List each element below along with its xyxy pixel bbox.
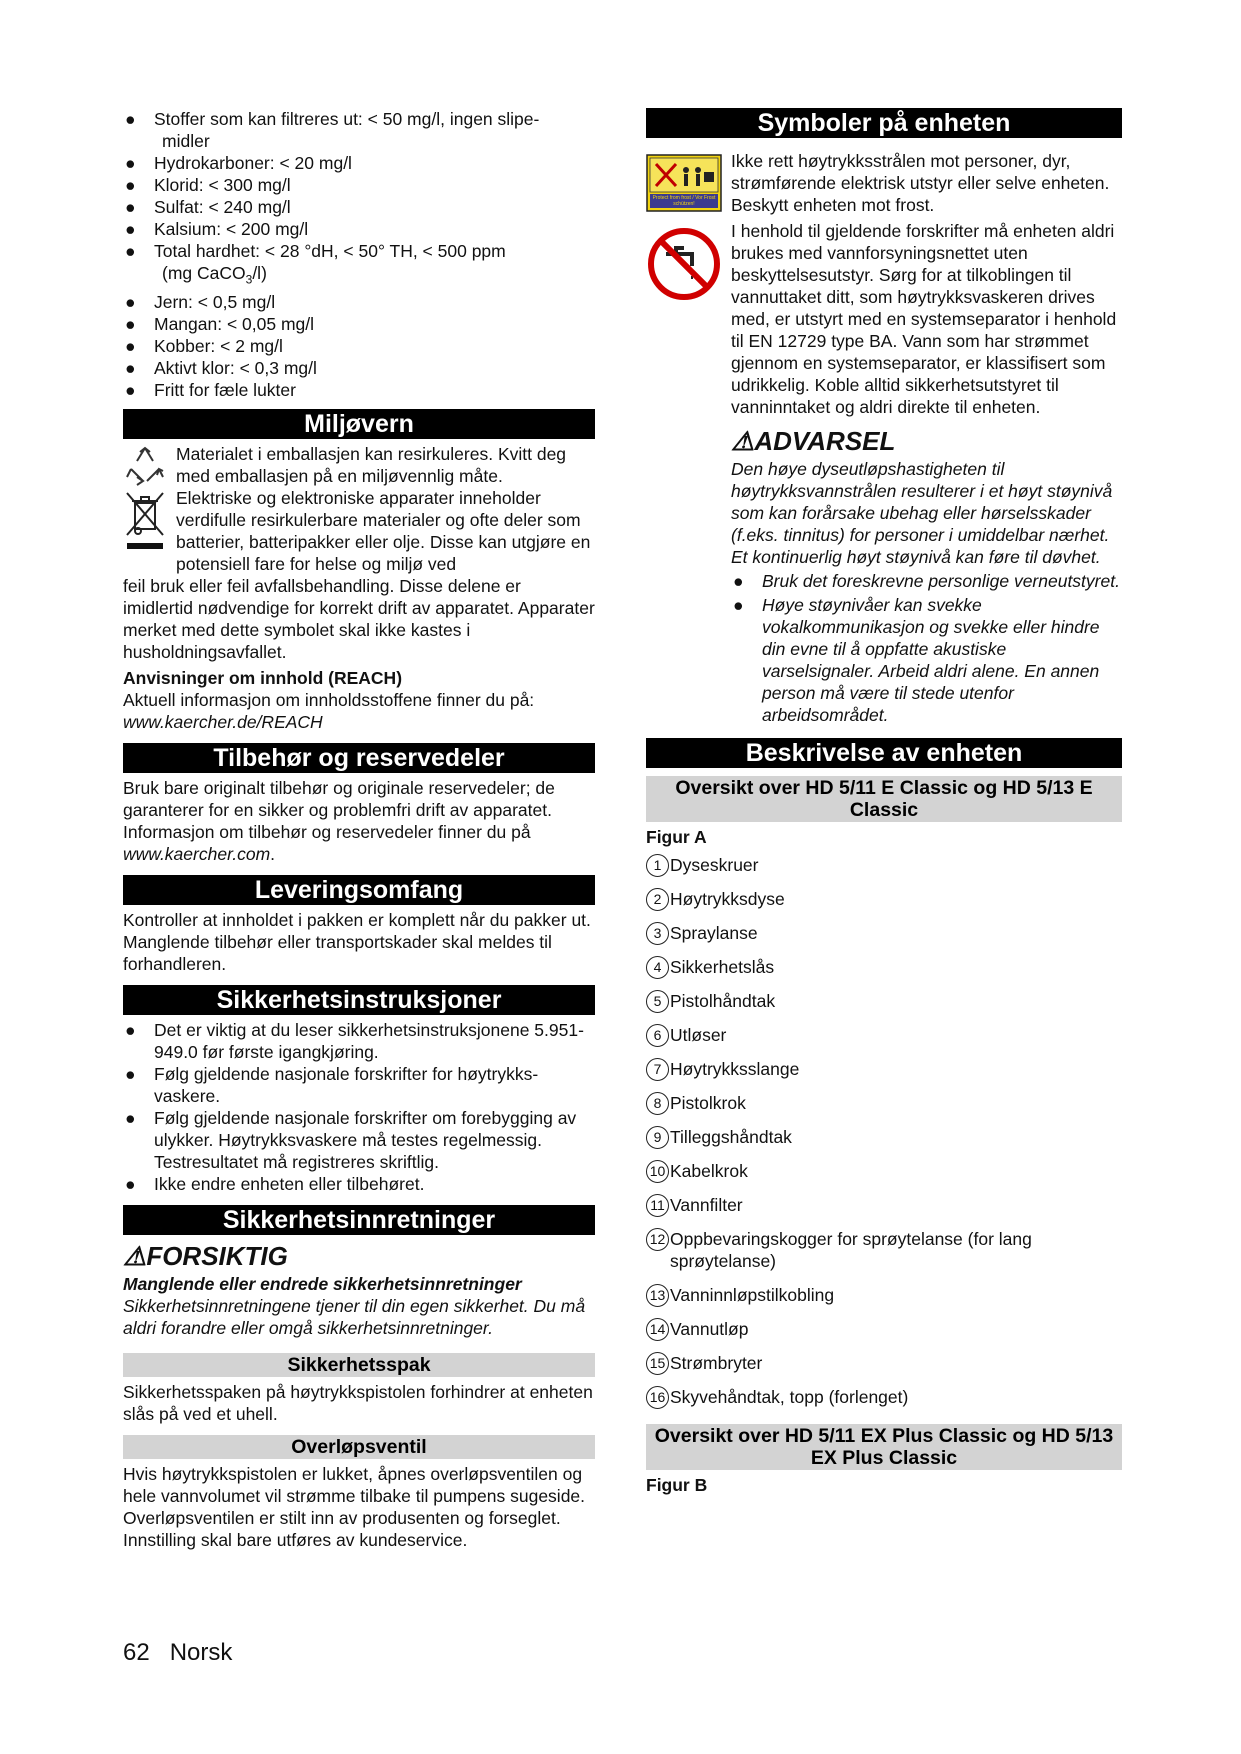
recycle-text: Materialet i emballasjen kan resirkuleres. Kvitt deg med emballasjen på en miljøvennlig måte. [176, 443, 567, 486]
warning-triangle-icon: ⚠ [731, 426, 755, 456]
advarsel-heading: ⚠ADVARSEL [731, 426, 896, 456]
list-item: ● Jern: < 0,5 mg/l [125, 291, 276, 312]
weee-text: Elektriske og elektroniske apparater inneholder verdifulle resirkulerbare materialer og ofte deler som batterier, batteripakker eller olje. Disse kan utgjøre en potensiell fare for helse og miljø ved [176, 487, 591, 574]
section-heading-sikkerhetsinnretninger: Sikkerhetsinnretninger [123, 1205, 595, 1235]
number-badge: 1 [646, 854, 669, 877]
subheading-sikkerhetsspak: Sikkerhetsspak [123, 1353, 595, 1377]
warning-triangle-icon: ⚠ [123, 1240, 147, 1271]
list-item: ● Følg gjeldende nasjonale forskrifter om forebygging av ulykker. Høytrykksvaskere må testes regelmessig. Testresultatet må registreres skriftlig. [125, 1107, 577, 1172]
left-column [123, 108, 595, 1551]
advarsel-text: Den høye dyseutløpshastigheten til høytrykksvannstrålen resulterer i et høyt støynivå som kan forårsake ubehag eller hørselsskader (f.eks. tinnitus) for personer i umiddelbar nærhet. Et kontinuerlig høyt støynivå kan føre til døvhet. [731, 459, 1113, 567]
footer-language: Norsk [169, 1639, 233, 1666]
leveringsomfang-text: Kontroller at innholdet i pakken er komplett når du pakker ut. Manglende tilbehør eller transportskader skal meldes til forhandleren. [123, 909, 591, 974]
number-badge: 13 [646, 1284, 669, 1307]
forsiktig-heading: ⚠FORSIKTIG [123, 1240, 288, 1271]
number-badge: 16 [646, 1386, 669, 1409]
section-heading-miljovern: Miljøvern [123, 409, 595, 439]
number-badge: 4 [646, 956, 669, 979]
list-item: 2 Høytrykksdyse [646, 888, 1122, 922]
section-heading-leveringsomfang: Leveringsomfang [123, 875, 595, 905]
number-badge: 15 [646, 1352, 669, 1375]
parts-list [646, 854, 1122, 1420]
list-item: 15 Strømbryter [646, 1352, 1122, 1386]
list-item: ● Total hardhet: < 28 °dH, < 50° TH, < 500 ppm (mg CaCO$_3$/l) [125, 241, 506, 287]
forsiktig-text: Sikkerhetsinnretningene tjener til din egen sikkerhet. Du må aldri forandre eller omgå sikkerhetsinnretninger. [123, 1295, 586, 1338]
weee-text-continued: feil bruk eller feil avfallsbehandling. Disse delene er imidlertid nødvendige for korrekt drift av apparatet. Apparater merket med dette symbolet skal ikke kastes i husholdningsavfallet. [123, 575, 595, 662]
list-item: 10 Kabelkrok [646, 1160, 1122, 1194]
symbol-1-text-frost: Beskytt enheten mot frost. [731, 195, 935, 215]
figure-b-label: Figur B [646, 1475, 708, 1495]
no-drinking-water-connection-icon [646, 226, 722, 307]
number-badge: 7 [646, 1058, 669, 1081]
list-item: ● Stoffer som kan filtreres ut: < 50 mg/l, ingen slipe- midler [125, 109, 540, 151]
list-item: 8 Pistolkrok [646, 1092, 1122, 1126]
number-badge: 8 [646, 1092, 669, 1115]
number-badge: 10 [646, 1160, 669, 1183]
forsiktig-bold-text: Manglende eller endrede sikkerhetsinnretninger [123, 1273, 522, 1294]
number-badge: 3 [646, 922, 669, 945]
number-badge: 12 [646, 1228, 669, 1251]
list-item: ● Fritt for fæle lukter [125, 379, 296, 400]
list-item: ● Hydrokarboner: < 20 mg/l [125, 153, 352, 173]
no-spray-frost-sticker-icon [646, 154, 722, 217]
list-item: 5 Pistolhåndtak [646, 990, 1122, 1024]
section-heading-symboler: Symboler på enheten [646, 108, 1122, 138]
overlopsventil-text-2: Overløpsventilen er stilt inn av produsenten og forseglet. Innstilling skal bare utføres av kundeservice. [123, 1507, 561, 1550]
list-item: 1 Dyseskruer [646, 854, 1122, 888]
list-item: ● Høye støynivåer kan svekke vokalkommunikasjon og svekke eller hindre din evne til å oppfatte akustiske varselsignaler. Arbeid aldri alene. En annen person må være til stede utenfor arbeidsområdet. [733, 595, 1100, 725]
crossed-bin-icon [123, 489, 167, 556]
list-item: 13 Vanninnløpstilkobling [646, 1284, 1122, 1318]
subheading-overlopsventil: Overløpsventil [123, 1435, 595, 1459]
list-item: 9 Tilleggshåndtak [646, 1126, 1122, 1160]
number-badge: 5 [646, 990, 669, 1013]
recycle-block [123, 443, 595, 487]
symbol-2-text: I henhold til gjeldende forskrifter må enheten aldri brukes med vannforsyningsnettet uten beskyttelsesutstyr. Sørg for at tilkoblingen til vannuttaket ditt, som høytrykksvaskeren drives med, er utstyrt med en systemseparator i henhold til EN 12729 type BA. Vann som har strømmet gjennom en systemseparator, er klassifisert som udrikkelig. Koble alltid sikkerhetsutstyret til vanninntaket og aldri direkte til enheten. [731, 221, 1117, 417]
sikkerhetsspak-text: Sikkerhetsspaken på høytrykkspistolen forhindrer at enheten slås på ved et uhell. [123, 1381, 593, 1424]
list-item: 11 Vannfilter [646, 1194, 1122, 1228]
section-heading-sikkerhetsinstruksjoner: Sikkerhetsinstruksjoner [123, 985, 595, 1015]
recycle-icon [123, 443, 167, 492]
right-column [646, 108, 1122, 1496]
symbol-1-block [646, 142, 1122, 216]
symbol-1-text: Ikke rett høytrykksstrålen mot personer, dyr, strømførende elektrisk utstyr eller selve enheten. [731, 151, 1110, 193]
list-item: 14 Vannutløp [646, 1318, 1122, 1352]
list-item: ● Klorid: < 300 mg/l [125, 175, 291, 195]
list-item: ● Sulfat: < 240 mg/l [125, 197, 291, 217]
symbol-2-block [646, 220, 1122, 418]
page-footer [123, 1639, 233, 1666]
sticker-label: Protect from frost / Vor Frost schützen! [652, 195, 716, 207]
list-item: ● Kobber: < 2 mg/l [125, 335, 283, 356]
safety-instructions-list [123, 1019, 595, 1195]
figure-a-label: Figur A [646, 827, 707, 847]
list-item: 12 Oppbevaringskogger for sprøytelanse (for lang sprøytelanse) [646, 1228, 1122, 1284]
reach-title: Anvisninger om innhold (REACH) [123, 667, 403, 688]
list-item: ● Ikke endre enheten eller tilbehøret. [125, 1173, 425, 1194]
number-badge: 9 [646, 1126, 669, 1149]
list-item: 4 Sikkerhetslås [646, 956, 1122, 990]
number-badge: 11 [646, 1194, 669, 1217]
subheading-oversikt-a: Oversikt over HD 5/11 E Classic og HD 5/13 E Classic [646, 776, 1122, 822]
number-badge: 6 [646, 1024, 669, 1047]
list-item: ● Følg gjeldende nasjonale forskrifter for høytrykks-vaskere. [125, 1063, 539, 1106]
overlopsventil-text-1: Hvis høytrykkspistolen er lukket, åpnes overløpsventilen og hele vannvolumet vil strømme tilbake til pumpens sugeside. [123, 1463, 586, 1506]
subheading-oversikt-b: Oversikt over HD 5/11 EX Plus Classic og HD 5/13 EX Plus Classic [646, 1424, 1122, 1470]
list-item: 6 Utløser [646, 1024, 1122, 1058]
reach-text: Aktuell informasjon om innholdsstoffene finner du på: [123, 689, 535, 710]
list-item: ● Bruk det foreskrevne personlige verneutstyret. [733, 571, 1120, 591]
list-item: ● Mangan: < 0,05 mg/l [125, 313, 315, 334]
kaercher-link[interactable]: www.kaercher.com [123, 843, 271, 864]
list-item: 7 Høytrykksslange [646, 1058, 1122, 1092]
list-item: ● Det er viktig at du leser sikkerhetsinstruksjonene 5.951-949.0 før første igangkjøring. [125, 1019, 584, 1062]
weee-block [123, 487, 595, 575]
number-badge: 14 [646, 1318, 669, 1341]
number-badge: 2 [646, 888, 669, 911]
section-heading-beskrivelse: Beskrivelse av enheten [646, 738, 1122, 768]
water-quality-list [123, 108, 595, 401]
list-item: ● Kalsium: < 200 mg/l [125, 219, 309, 239]
list-item: ● Aktivt klor: < 0,3 mg/l [125, 357, 317, 378]
page-number: 62 [123, 1639, 150, 1666]
reach-link[interactable]: www.kaercher.de/REACH [123, 711, 323, 732]
section-heading-tilbehor: Tilbehør og reservedeler [123, 743, 595, 773]
list-item: 3 Spraylanse [646, 922, 1122, 956]
list-item: 16 Skyvehåndtak, topp (forlenget) [646, 1386, 1122, 1420]
tilbehor-text: Bruk bare originalt tilbehør og originale reservedeler; de garanterer for en sikker og problemfri drift av apparatet. Informasjon om tilbehør og reservedeler finner du på www.kaercher.com. [123, 777, 555, 864]
advarsel-list [646, 570, 1122, 726]
